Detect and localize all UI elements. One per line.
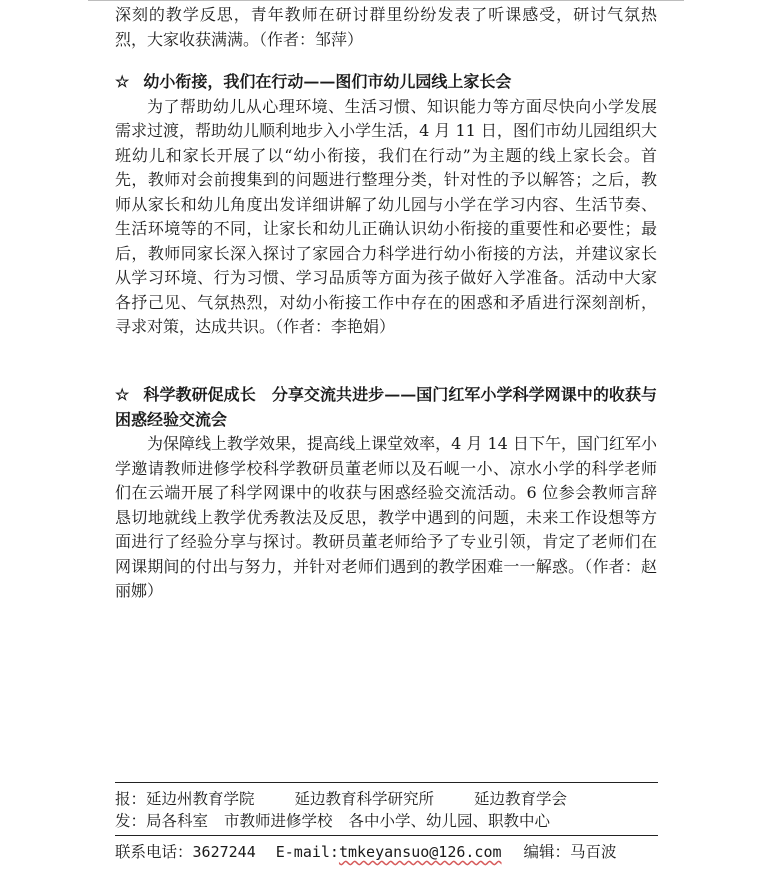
star-marker-icon: ☆: [115, 72, 130, 91]
section-title: 科学教研促成长 分享交流共进步——国门红军小学科学网课中的收获与困惑经验交流会: [115, 385, 657, 429]
send-label: 发：: [115, 812, 147, 830]
section-body: 为了帮助幼儿从心理环境、生活习惯、知识能力等方面尽快向小学发展需求过渡，帮助幼儿顺利地步入小学生活，4 月 11 日，图们市幼儿园组织大班幼儿和家长开展了以“幼小衔接，我们在行动”为主题的线上家长会。首先，教师对会前搜集到的问题进行整理分类，针对性的予以解答；之后，教师从家长和幼儿角度出发详细讲解了幼儿园与小学在学习内容、生活节奏、生活环境等的不同，让家长和幼儿正确认识幼小衔接的重要性和必要性；最后，教师同家长深入探讨了家园合力科学进行幼小衔接的方法，并建议家长从学习环境、行为习惯、学习品质等方面为孩子做好入学准备。活动中大家各抒己见、气氛热烈，对幼小衔接工作中存在的困惑和矛盾进行深刻剖析，寻求对策，达成共识。（作者：李艳娟）: [115, 96, 657, 336]
footer-mid-rule: [115, 835, 658, 836]
send-recipient: 市教师进修学校: [224, 812, 333, 830]
star-marker-icon: ☆: [115, 385, 130, 404]
email-link[interactable]: tmkeyansuo@126.com: [338, 843, 502, 861]
report-recipient: 延边教育科学研究所: [294, 790, 435, 808]
section-title: 幼小衔接，我们在行动——图们市幼儿园线上家长会: [143, 72, 512, 91]
report-recipient: 延边州教育学院: [146, 790, 255, 808]
send-to-row: [115, 810, 658, 832]
editor-label: 编辑：: [523, 843, 571, 861]
email-label: E-mail:: [275, 843, 339, 861]
send-recipient: 局各科室: [146, 812, 209, 830]
section-heading: [115, 383, 657, 432]
article-section-2: [115, 383, 657, 604]
report-recipient: 延边教育学会: [474, 790, 568, 808]
phone-label: 联系电话：: [115, 843, 193, 861]
section-heading: [115, 70, 657, 95]
distribution-footer: [115, 782, 658, 863]
contact-row: [115, 841, 658, 863]
article-section-1: [115, 70, 657, 340]
footer-top-rule: [115, 782, 658, 783]
page-top-rule: [88, 0, 684, 1]
report-to-row: [115, 788, 658, 810]
send-recipient: 各中小学、幼儿园、职教中心: [348, 812, 551, 830]
report-label: 报：: [115, 790, 147, 808]
section-body: 为保障线上教学效果，提高线上课堂效率，4 月 14 日下午，国门红军小学邀请教师进修学校科学教研员董老师以及石岘一小、凉水小学的科学老师们在云端开展了科学网课中的收获与困惑经验交流活动。6 位参会教师言辞恳切地就线上教学优秀教法及反思，教学中遇到的问题，未来工作设想等方面进行了经验分享与探讨。教研员董老师给予了专业引领，肯定了老师们在网课期间的付出与努力，并针对老师们遇到的教学困难一一解惑。（作者：赵丽娜）: [115, 434, 657, 600]
phone-number: 3627244: [192, 843, 256, 861]
editor-name: 马百波: [570, 843, 617, 861]
continued-paragraph: 深刻的教学反思，青年教师在研讨群里纷纷发表了听课感受，研讨气氛热烈，大家收获满满。（作者：邹萍）: [115, 5, 657, 49]
